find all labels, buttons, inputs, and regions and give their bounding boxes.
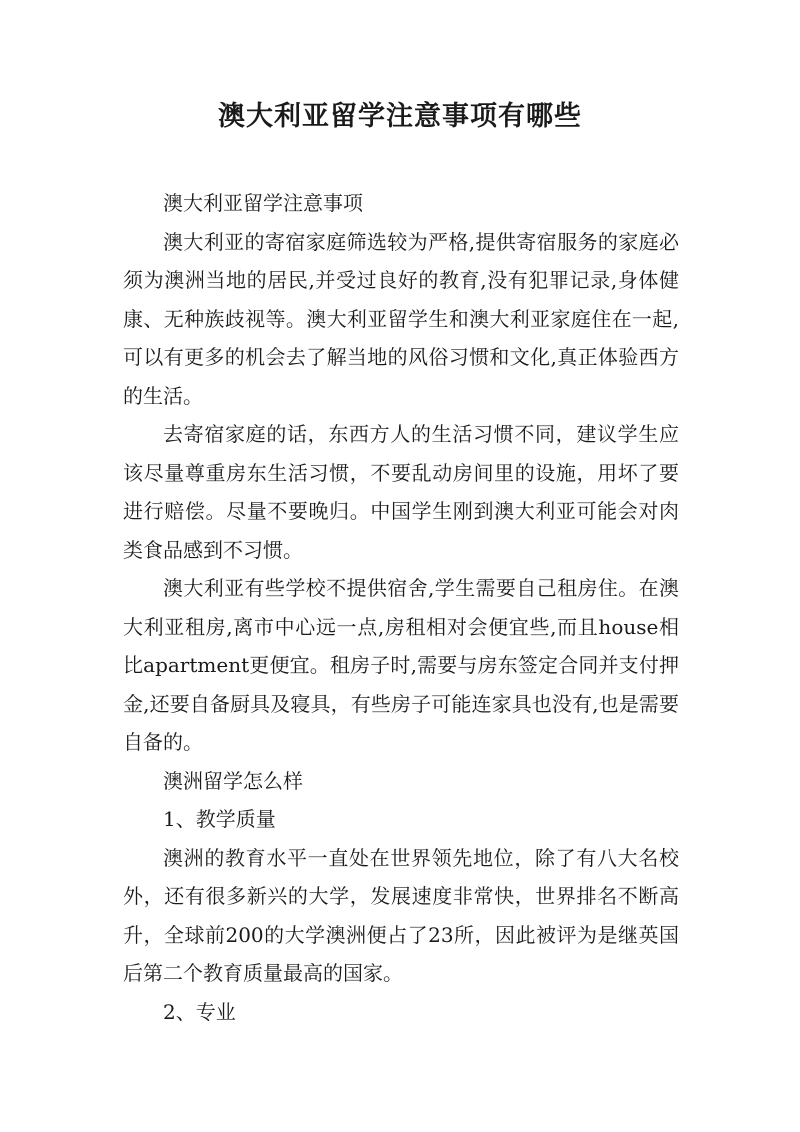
list-item-heading-majors: 2、专业 — [163, 999, 236, 1024]
paragraph-homestay-selection: 澳大利亚的寄宿家庭筛选较为严格,提供寄宿服务的家庭必须为澳洲当地的居民,并受过良好的教育,没有犯罪记录,身体健康、无种族歧视等。澳大利亚留学生和澳大利亚家庭住在一起,可以有更多的机会去了解当地的风俗习惯和文化,真正体验西方的生活。 — [123, 229, 679, 408]
section-heading-study-overview: 澳洲留学怎么样 — [163, 768, 303, 793]
paragraph-teaching-quality: 澳洲的教育水平一直处在世界领先地位，除了有八大名校外，还有很多新兴的大学，发展速度非常快，世界排名不断高升，全球前200的大学澳洲便占了23所，因此被评为是继英国后第二个教育质量最高的国家。 — [123, 845, 679, 985]
list-item-heading-teaching-quality: 1、教学质量 — [163, 807, 276, 831]
paragraph-homestay-habits: 去寄宿家庭的话，东西方人的生活习惯不同，建议学生应该尽量尊重房东生活习惯，不要乱动房间里的设施，用坏了要进行赔偿。尽量不要晚归。中国学生刚到澳大利亚可能会对肉类食品感到不习惯。 — [123, 422, 679, 562]
paragraph-renting: 澳大利亚有些学校不提供宿舍,学生需要自己租房住。在澳大利亚租房,离市中心远一点,房租相对会便宜些,而且house相比apartment更便宜。租房子时,需要与房东签定合同并支付押金,还要自备厨具及寝具，有些房子可能连家具也没有,也是需要自备的。 — [123, 576, 679, 754]
section-heading-precautions: 澳大利亚留学注意事项 — [163, 191, 363, 215]
document-title: 澳大利亚留学注意事项有哪些 — [218, 101, 582, 132]
document-body — [123, 184, 679, 1031]
